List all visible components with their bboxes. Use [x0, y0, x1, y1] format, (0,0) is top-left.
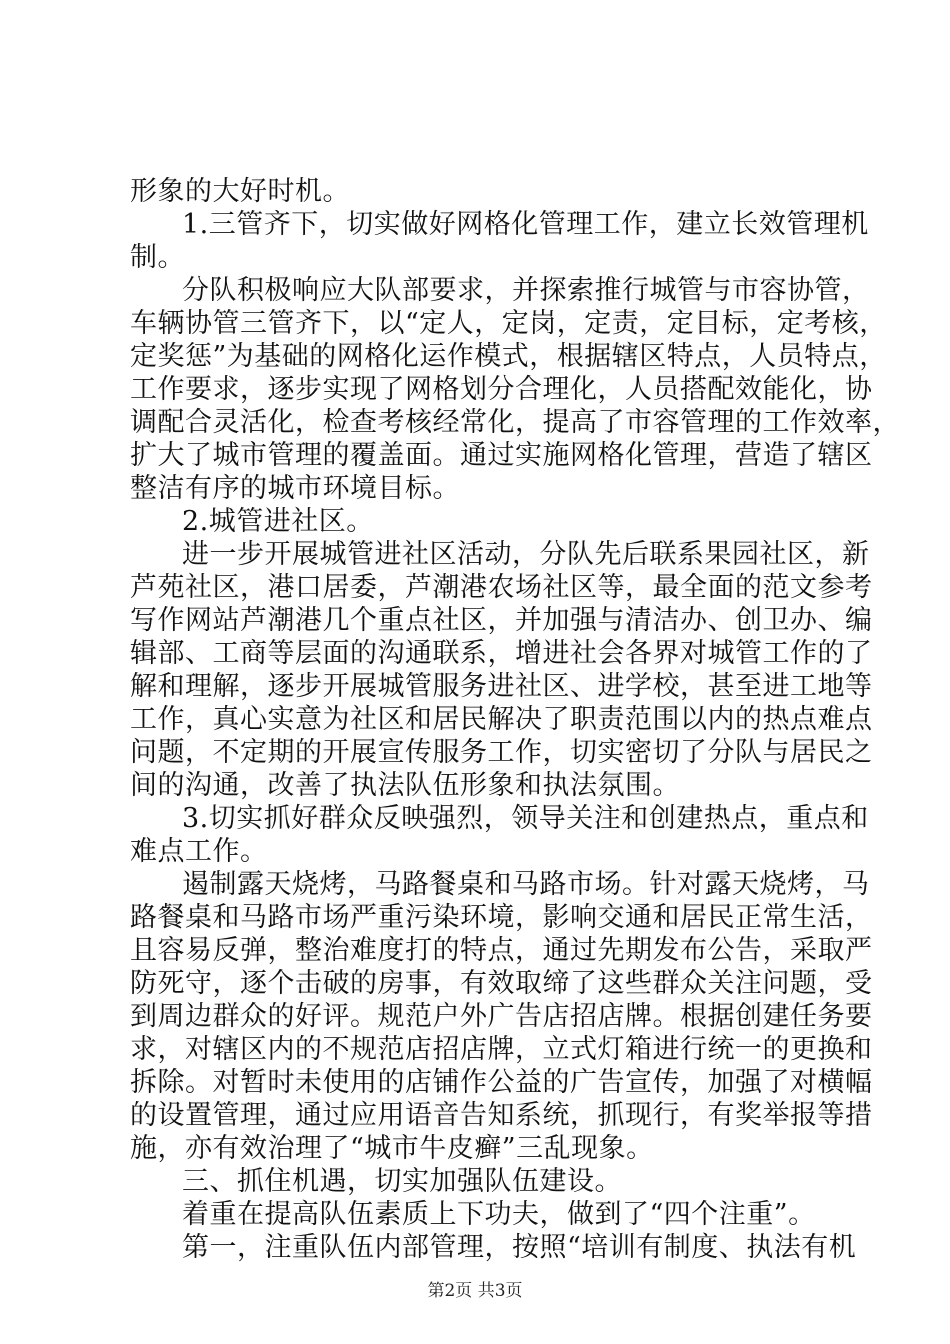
text-line: 定奖惩”为基础的网格化运作模式，根据辖区特点，人员特点， — [130, 341, 887, 372]
text-line: 且容易反弹，整治难度打的特点，通过先期发布公告，采取严 — [130, 935, 873, 966]
text-line: 路餐桌和马路市场严重污染环境，影响交通和居民正常生活， — [130, 902, 873, 933]
text-line: 芦苑社区，港口居委，芦潮港农场社区等，最全面的范文参考 — [130, 572, 873, 603]
text-line: 工作，真心实意为社区和居民解决了职责范围以内的热点难点 — [130, 704, 873, 735]
text-line: 第一，注重队伍内部管理，按照“培训有制度、执法有机 — [182, 1232, 857, 1263]
text-line: 写作网站芦潮港几个重点社区，并加强与清洁办、创卫办、编 — [130, 605, 873, 636]
text-line: 防死守，逐个击破的房事，有效取缔了这些群众关注问题，受 — [130, 968, 873, 999]
text-line: 整洁有序的城市环境目标。 — [130, 473, 460, 504]
text-line: 工作要求，逐步实现了网格划分合理化，人员搭配效能化，协 — [130, 374, 873, 405]
text-line: 三、抓住机遇，切实加强队伍建设。 — [182, 1166, 622, 1197]
text-line: 拆除。对暂时未使用的店铺作公益的广告宣传，加强了对横幅 — [130, 1067, 873, 1098]
text-line: 扩大了城市管理的覆盖面。通过实施网格化管理，营造了辖区 — [130, 440, 873, 471]
text-line: 难点工作。 — [130, 836, 268, 867]
text-line: 进一步开展城管进社区活动，分队先后联系果园社区，新 — [182, 539, 870, 570]
text-line: 着重在提高队伍素质上下功夫，做到了“四个注重”。 — [182, 1199, 816, 1230]
text-line: 的设置管理，通过应用语音告知系统，抓现行，有奖举报等措 — [130, 1100, 873, 1131]
text-line: 遏制露天烧烤，马路餐桌和马路市场。针对露天烧烤，马 — [182, 869, 870, 900]
text-line: 1.三管齐下，切实做好网格化管理工作，建立长效管理机 — [182, 209, 869, 240]
text-line: 形象的大好时机。 — [130, 176, 350, 207]
text-line: 到周边群众的好评。规范户外广告店招店牌。根据创建任务要 — [130, 1001, 873, 1032]
text-line: 制。 — [130, 242, 185, 273]
text-line: 3.切实抓好群众反映强烈，领导关注和创建热点，重点和 — [182, 803, 869, 834]
text-line: 车辆协管三管齐下，以“定人，定岗，定责，定目标，定考核， — [130, 308, 887, 339]
text-line: 间的沟通，改善了执法队伍形象和执法氛围。 — [130, 770, 680, 801]
text-line: 辑部、工商等层面的沟通联系，增进社会各界对城管工作的了 — [130, 638, 873, 669]
text-line: 2.城管进社区。 — [182, 506, 374, 537]
text-line: 问题，不定期的开展宣传服务工作，切实密切了分队与居民之 — [130, 737, 873, 768]
text-line: 施，亦有效治理了“城市牛皮癣”三乱现象。 — [130, 1133, 654, 1164]
text-line: 解和理解，逐步开展城管服务进社区、进学校，甚至进工地等 — [130, 671, 873, 702]
page-footer: 第2页 共3页 — [427, 1281, 523, 1301]
text-line: 求，对辖区内的不规范店招店牌，立式灯箱进行统一的更换和 — [130, 1034, 873, 1065]
text-line: 调配合灵活化，检查考核经常化，提高了市容管理的工作效率， — [130, 407, 900, 438]
text-line: 分队积极响应大队部要求，并探索推行城管与市容协管， — [182, 275, 870, 306]
